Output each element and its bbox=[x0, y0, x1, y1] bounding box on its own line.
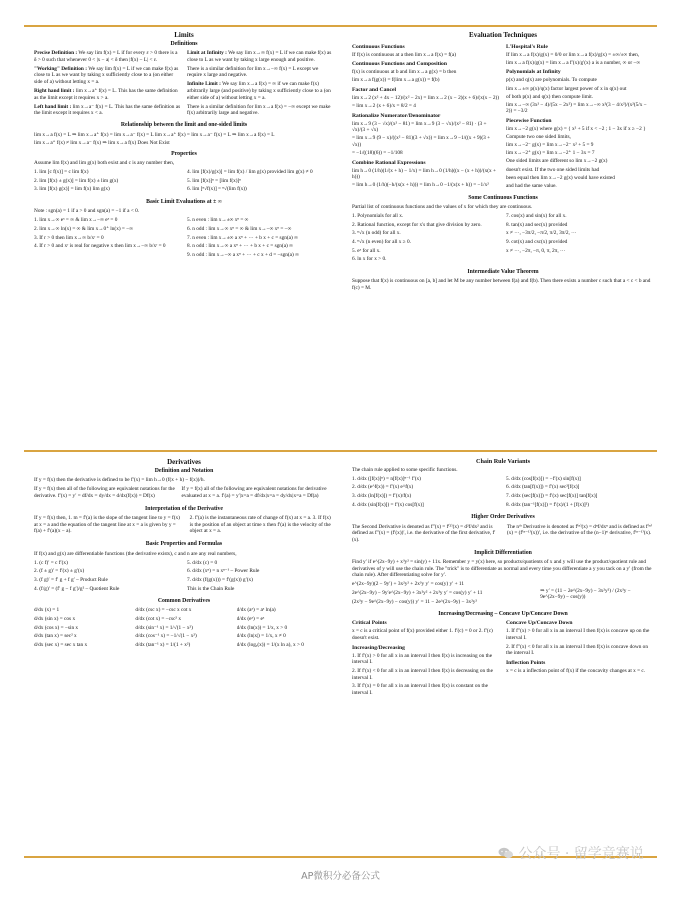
basic-eval-item: 5. n even : lim x→±∞ xⁿ = ∞ bbox=[187, 217, 249, 224]
interpretation-heading: Interpretation of the Derivative bbox=[145, 505, 223, 512]
technique-line: of both p(x) and q(x) then compute limit. bbox=[506, 93, 594, 100]
some-continuous-intro: Partial list of continuous functions and the values of x for which they are continuous. bbox=[352, 204, 533, 211]
implicit-step: e^(2x−9y)(2 − 9y′) + 3x²y² + 2x³y y′ = cos(y) y′ + 11 bbox=[352, 581, 465, 588]
technique-heading: Piecewise Function bbox=[506, 117, 552, 124]
inflection-text: x = c is a inflection point of f(x) if the concavity changes at x = c. bbox=[506, 667, 646, 674]
technique-line: = −1/((18)(6)) = −1/108 bbox=[352, 150, 403, 157]
basic-props-right bbox=[187, 560, 334, 594]
definition-entry bbox=[34, 50, 181, 63]
property-item: 1. lim [c f(x)] = c lim f(x) bbox=[34, 169, 89, 176]
critical-points-text: x = c is a critical point of f(x) provided either 1. f′(c) = 0 or 2. f′(c) doesn't exist. bbox=[352, 628, 493, 642]
technique-line: lim x→±∞ p(x)/q(x) factor largest power of x in q(x) out bbox=[506, 85, 627, 92]
definition-text: We say lim x→a f(x) = ∞ if we can make f(x) arbitrarily large (and positive) by taking x sufficiently close to a (on either side of a) without letting x = a. bbox=[187, 81, 331, 101]
continuous-function-item: 5. eˣ for all x. bbox=[352, 247, 381, 254]
definition-entry bbox=[187, 50, 334, 63]
technique-heading: Continuous Functions and Composition bbox=[352, 61, 447, 68]
technique-line: lim x→a f(x)/g(x) = lim x→a f′(x)/g′(x) a is a number, ∞ or −∞ bbox=[506, 59, 641, 66]
technique-line: lim x→a f(g(x)) = f(lim x→a g(x)) = f(b) bbox=[352, 77, 440, 84]
definition-term: Precise Definition : bbox=[34, 49, 78, 56]
technique-line: lim x→−2 g(x) where g(x) = { x² + 5 if x < −2 ; 1 − 3x if x ≥ −2 } bbox=[506, 125, 646, 132]
definition-text: There is a similar definition for lim x→a f(x) = −∞ except we make f(x) arbitrarily large and negative. bbox=[187, 103, 331, 117]
chain-rule-item: 5. d/dx (cos[f(x)]) = −f′(x) sin[f(x)] bbox=[506, 475, 581, 482]
continuous-function-item: x ≠ ···, −2π, −π, 0, π, 2π, ··· bbox=[506, 247, 566, 254]
definition-entry bbox=[187, 104, 334, 117]
technique-line: been equal then lim x→−2 g(x) would have existed bbox=[506, 174, 615, 181]
common-derivative-item: d/dx (sin⁻¹ x) = 1/√(1 − x²) bbox=[135, 624, 193, 631]
continuous-function-item: 9. cot(x) and csc(x) provided bbox=[506, 239, 568, 246]
properties-heading: Properties bbox=[171, 150, 197, 157]
property-item: 6. lim [ⁿ√f(x)] = ⁿ√(lim f(x)) bbox=[187, 186, 247, 193]
some-continuous-left bbox=[352, 213, 500, 265]
common-derivatives-col2 bbox=[135, 607, 232, 650]
continuous-function-item: 8. tan(x) and sec(x) provided bbox=[506, 221, 568, 228]
properties-intro: Assume lim f(x) and lim g(x) both exist and c is any number then, bbox=[34, 160, 175, 167]
technique-line: If lim x→a f(x)/g(x) = 0/0 or lim x→a f(x)/g(x) = ±∞/±∞ then, bbox=[506, 51, 640, 58]
evaluation-right bbox=[506, 41, 654, 191]
common-derivatives-col3 bbox=[237, 607, 334, 650]
basic-property-item: 2. (f ± g)′ = f′(x) ± g′(x) bbox=[34, 568, 85, 575]
common-derivative-item: d/dx (sec x) = sec x tan x bbox=[34, 641, 88, 648]
technique-line: lim x→2 (x² + 4x − 12)/(x² − 2x) = lim x→2 (x − 2)(x + 6)/(x(x − 2)) bbox=[352, 95, 500, 102]
limits-title: Limits bbox=[174, 31, 194, 39]
common-derivative-item: d/dx (cos x) = −sin x bbox=[34, 624, 79, 631]
chain-title: Chain Rule Variants bbox=[476, 458, 530, 465]
basic-eval-item: 6. n odd : lim x→∞ xⁿ = ∞ & lim x→−∞ xⁿ = −∞ bbox=[187, 226, 292, 233]
increasing-decreasing-item: 3. If f′(x) = 0 for all x in an interval I then f(x) is constant on the interval I. bbox=[352, 683, 488, 696]
implicit-heading: Implicit Differentiation bbox=[474, 549, 532, 556]
technique-line: = lim h→0 (1/h)(−h/(x(x + h))) = lim h→0 −1/(x(x + h)) = −1/x² bbox=[352, 182, 489, 189]
common-derivative-item: d/dx (tan x) = sec² x bbox=[34, 633, 77, 640]
basic-property-item: 3. (f g)′ = f′ g + f g′ – Product Rule bbox=[34, 576, 108, 583]
basic-property-item: 5. d/dx (c) = 0 bbox=[187, 559, 218, 566]
increasing-decreasing-item: 2. If f′(x) < 0 for all x in an interval I then f(x) is decreasing on the interval I. bbox=[352, 667, 493, 681]
relationship-heading: Relationship between the limit and one-sided limits bbox=[120, 122, 248, 129]
basic-eval-note: Note : sgn(a) = 1 if a > 0 and sgn(a) = −1 if a < 0. bbox=[34, 208, 140, 215]
interpretation-right: 2. f′(a) is the instantaneous rate of change of f(x) at x = a. 3. If f(x) is the position of an object at time x then f′(a) is the velocity of the object at x = a. bbox=[189, 515, 331, 535]
limits-defs-right bbox=[187, 50, 334, 119]
technique-line: lim x→−∞ (3x² − 4)/(5x − 2x²) = lim x→−∞ x²(3 − 4/x²)/(x²(5/x − 2)) = −3/2 bbox=[506, 101, 647, 115]
definition-entry bbox=[187, 66, 334, 79]
interpretation-left: If y = f(x) then, 1. m = f′(a) is the slope of the tangent line to y = f(x) at x = a and the equation of the tangent line at x = a is given by y = f(a) + f′(a)(x − a). bbox=[34, 515, 180, 535]
basic-eval-right bbox=[187, 217, 334, 260]
definition-text: There is a similar definition for lim x→−∞ f(x) = L except we require x large and negative. bbox=[187, 65, 319, 79]
basic-eval-item: 7. n even : lim x→±∞ a xⁿ + ··· + b x + c = sgn(a) ∞ bbox=[187, 234, 298, 241]
technique-line: p(x) and q(x) are polynomials. To compute bbox=[506, 77, 597, 84]
concavity-item: 2. If f″(x) < 0 for all x in an interval I then f(x) is concave down on the interval I. bbox=[506, 643, 648, 657]
basic-props-intro: If f(x) and g(x) are differentiable functions (the derivative exists), c and n are any real numbers, bbox=[34, 550, 237, 557]
relationship-line: lim x→a f(x) = L ⇒ lim x→a⁺ f(x) = lim x→a⁻ f(x) = L lim x→a⁺ f(x) = lim x→a⁻ f(x) = L ⇒ lim x→a f(x) = L bbox=[34, 131, 275, 138]
technique-heading: Continuous Functions bbox=[352, 43, 405, 50]
technique-heading: Combine Rational Expressions bbox=[352, 159, 426, 166]
watermark bbox=[498, 843, 644, 863]
watermark-text: 公众号 · 留学竞赛说 bbox=[518, 846, 644, 862]
implicit-step: 2e^(2x−9y) − 9y′e^(2x−9y) + 3x²y² + 2x³y y′ = cos(y) y′ + 11 bbox=[352, 590, 483, 597]
technique-line: = lim x→9 (9 − x)/((x² − 81)(3 + √x)) = lim x→9 −1/((x + 9)(3 + √x)) bbox=[352, 135, 491, 149]
technique-line: Compute two one sided limits, bbox=[506, 134, 571, 141]
evaluation-left bbox=[352, 41, 500, 191]
common-derivatives-heading: Common Derivatives bbox=[157, 598, 211, 605]
definition-text: We say lim x→∞ f(x) = L if we can make f(x) as close to L as we want by taking x large enough and positive. bbox=[187, 49, 332, 63]
limits-panel bbox=[34, 31, 334, 260]
notation-right: If y = f(x) all of the following are equivalent notations for derivative evaluated at x = a. f′(a) = y′|x=a = df/dx|x=a = dy/dx|x=a = Df(a) bbox=[181, 486, 327, 499]
continuous-function-item: 4. ⁿ√x (n even) for all x ≥ 0. bbox=[352, 239, 411, 246]
definition-term: Right hand limit : bbox=[34, 88, 75, 95]
definition-text: We say lim f(x) = L if we can make f(x) as close to L as we want by taking x sufficiently close to a (on either side of a) without letting x = a. bbox=[34, 65, 179, 85]
chain-rule-item: 2. d/dx (e^f(x)) = f′(x) e^f(x) bbox=[352, 484, 414, 491]
higher-order-right: The nᵗʰ Derivative is denoted as f⁽ⁿ⁾(x) = dⁿf/dxⁿ and is defined as f⁽ⁿ⁾(x) = (f⁽ⁿ⁻¹⁾(x))′, i.e. the derivative of the (n−1)ˢᵗ derivative, f⁽ⁿ⁻¹⁾(x). bbox=[506, 523, 652, 537]
technique-heading: Rationalize Numerator/Denominator bbox=[352, 112, 441, 119]
common-derivative-item: d/dx (logₐ(x)) = 1/(x ln a), x > 0 bbox=[236, 641, 304, 648]
properties-left bbox=[34, 169, 181, 195]
technique-line: lim x→−2⁻ g(x) = lim x→−2⁻ x² + 5 = 9 bbox=[506, 142, 594, 149]
property-item: 3. lim [f(x) g(x)] = lim f(x) lim g(x) bbox=[34, 186, 110, 193]
chain-right bbox=[506, 476, 654, 510]
definition-term: Limit at Infinity : bbox=[187, 49, 227, 56]
higher-order-left: The Second Derivative is denoted as f″(x) = f⁽²⁾(x) = d²f/dx² and is defined as f″(x) = (f′(x))′, i.e. the derivative of the first derivative, f′(x). bbox=[352, 523, 496, 543]
basic-eval-heading: Basic Limit Evaluations at ± ∞ bbox=[146, 199, 222, 206]
derivatives-title: Derivatives bbox=[167, 458, 201, 466]
increasing-decreasing-item: 1. If f′(x) > 0 for all x in an interval I then f(x) is increasing on the interval I. bbox=[352, 652, 493, 666]
definitions-heading: Definitions bbox=[170, 40, 198, 47]
common-derivative-item: d/dx (eˣ) = eˣ bbox=[236, 616, 265, 622]
evaluation-title: Evaluation Techniques bbox=[469, 31, 537, 39]
evaluation-panel bbox=[352, 31, 654, 294]
chain-rule-item: 8. d/dx (tan⁻¹[f(x)]) = f′(x)/(1 + [f(x)]²) bbox=[506, 501, 589, 508]
technique-line: and had the same value. bbox=[506, 182, 557, 189]
common-derivative-item: d/dx (csc x) = −csc x cot x bbox=[135, 607, 192, 614]
common-derivative-item: d/dx (ln|x|) = 1/x, x ≠ 0 bbox=[236, 633, 286, 640]
technique-heading: Polynomials at Infinity bbox=[506, 69, 561, 76]
chain-rule-item: 1. d/dx ([f(x)]ⁿ) = n[f(x)]ⁿ⁻¹ f′(x) bbox=[352, 475, 421, 482]
common-derivative-item: d/dx (sin x) = cos x bbox=[34, 616, 76, 622]
footer-caption: AP微积分必备公式 bbox=[301, 871, 380, 882]
concavity-items bbox=[506, 628, 654, 656]
property-item: 2. lim [f(x) ± g(x)] = lim f(x) ± lim g(x) bbox=[34, 177, 119, 184]
basic-property-item: 7. d/dx (f(g(x))) = f′(g(x)) g′(x) bbox=[187, 576, 253, 583]
concavity-item: 1. If f″(x) > 0 for all x in an interval I then f(x) is concave up on the interval I. bbox=[506, 628, 650, 642]
basic-eval-item: 9. n odd : lim x→−∞ a xⁿ + ··· + c x + d = −sgn(a) ∞ bbox=[187, 251, 299, 258]
definition-entry bbox=[34, 88, 181, 101]
definition-entry bbox=[187, 81, 334, 101]
higher-order-heading: Higher Order Derivatives bbox=[471, 514, 535, 521]
implicit-text: Find y′ if e^(2x−9y) + x³y² = sin(y) + 11x. Remember y = y(x) here, so products/quotients of x and y will use the product/quotient rule and derivatives of y will use the chain rule. The "trick" is to differentiate as normal and every time you differentiate a y you tack on a y′ (from the chain rule). After differentiating solve for y′. bbox=[352, 559, 652, 579]
basic-property-item: 4. (f/g)′ = (f′ g − f g′)/g² – Quotient Rule bbox=[34, 585, 120, 592]
chain-rule-item: 6. d/dx (tan[f(x)]) = f′(x) sec²[f(x)] bbox=[506, 484, 580, 491]
property-item: 4. lim [f(x)/g(x)] = lim f(x) / lim g(x) provided lim g(x) ≠ 0 bbox=[187, 169, 313, 176]
relationship-lines bbox=[34, 132, 334, 147]
top-rule bbox=[24, 25, 657, 27]
technique-line: f(x) is continuous at b and lim x→a g(x) = b then bbox=[352, 69, 457, 76]
derivatives-panel bbox=[34, 458, 334, 650]
technique-line: lim x→9 (3 − √x)/(x² − 81) = lim x→9 (3 − √x)/(x² − 81) · (3 + √x)/(3 + √x) bbox=[352, 120, 487, 134]
derivative-definition: If y = f(x) then the derivative is defined to be f′(x) = lim h→0 (f(x + h) − f(x))/h. bbox=[34, 476, 205, 483]
some-continuous-heading: Some Continuous Functions bbox=[468, 194, 538, 201]
technique-line: lim x→−2⁺ g(x) = lim x→−2⁺ 1 − 3x = 7 bbox=[506, 150, 595, 157]
technique-heading: L'Hospital's Rule bbox=[506, 43, 548, 50]
continuous-function-item: 1. Polynomials for all x. bbox=[352, 213, 404, 220]
technique-line: = lim x→2 (x + 6)/x = 8/2 = 4 bbox=[352, 103, 416, 110]
definition-entry bbox=[34, 104, 181, 117]
basic-props-left bbox=[34, 560, 181, 594]
implicit-step: (2x³y − 9e^(2x−9y) − cos(y)) y′ = 11 − 2e^(2x−9y) − 3x²y² bbox=[352, 598, 478, 605]
definition-text: lim x→a⁺ f(x) = L. This has the same definition as the limit except it requires x > a. bbox=[34, 88, 178, 101]
basic-property-item: 1. (c f)′ = c f′(x) bbox=[34, 559, 68, 566]
basic-props-heading: Basic Properties and Formulas bbox=[145, 541, 223, 548]
inflection-heading: Inflection Points bbox=[506, 659, 546, 666]
continuous-function-item: 7. cos(x) and sin(x) for all x. bbox=[506, 213, 567, 220]
common-derivative-item: d/dx (aˣ) = aˣ ln(a) bbox=[236, 607, 276, 614]
incdec-heading: Increasing/Decreasing – Concave Up/Concave Down bbox=[438, 611, 568, 618]
def-notation-heading: Definition and Notation bbox=[154, 467, 214, 474]
common-derivative-item: d/dx (tan⁻¹ x) = 1/(1 + x²) bbox=[135, 641, 191, 648]
increasing-decreasing-heading: Increasing/Decreasing bbox=[352, 644, 405, 651]
definition-text: lim x→a⁻ f(x) = L. This has the same definition as the limit except it requires x < a. bbox=[34, 103, 181, 117]
chain-intro: The chain rule applied to some specific functions. bbox=[352, 466, 458, 473]
technique-heading: Factor and Cancel bbox=[352, 87, 397, 94]
common-derivative-item: d/dx (x) = 1 bbox=[34, 607, 60, 614]
wechat-icon bbox=[498, 847, 514, 859]
common-derivative-item: d/dx (ln(x)) = 1/x, x > 0 bbox=[236, 624, 288, 631]
basic-property-item: This is the Chain Rule bbox=[187, 585, 235, 592]
technique-line: lim h→0 (1/h)(1/(x + h) − 1/x) = lim h→0 (1/h)((x − (x + h))/(x(x + h))) bbox=[352, 167, 496, 181]
some-continuous-right bbox=[506, 213, 654, 265]
continuous-function-item: x ≠ ···, −3π/2, −π/2, π/2, 3π/2, ··· bbox=[506, 230, 577, 237]
ivt-heading: Intermediate Value Theorem bbox=[467, 268, 539, 275]
technique-line: If f(x) is continuous at a then lim x→a f(x) = f(a) bbox=[352, 51, 457, 58]
basic-eval-left bbox=[34, 217, 181, 260]
property-item: 5. lim [f(x)]ⁿ = [lim f(x)]ⁿ bbox=[187, 177, 241, 184]
concavity-heading: Concave Up/Concave Down bbox=[506, 620, 573, 627]
basic-eval-item: 4. If r > 0 and xʳ is real for negative x then lim x→−∞ b/xʳ = 0 bbox=[34, 243, 166, 250]
technique-line: One sided limits are different so lim x→−2 g(x) bbox=[506, 158, 608, 165]
chain-left bbox=[352, 476, 500, 510]
definition-entry bbox=[34, 66, 181, 86]
chain-panel bbox=[352, 458, 654, 698]
middle-rule bbox=[24, 450, 657, 452]
common-derivative-item: d/dx (cos⁻¹ x) = −1/√(1 − x²) bbox=[135, 633, 197, 640]
increasing-decreasing-items bbox=[352, 653, 500, 697]
critical-points-heading: Critical Points bbox=[352, 620, 387, 627]
definition-text: We say lim f(x) = L if for every ε > 0 there is a δ > 0 such that whenever 0 < |x − a| < δ then |f(x) − L| < ε. bbox=[34, 49, 178, 63]
basic-eval-item: 8. n odd : lim x→∞ a xⁿ + ··· + b x + c = sgn(a) ∞ bbox=[187, 243, 293, 250]
chain-rule-item: 4. d/dx (sin[f(x)]) = f′(x) cos[f(x)] bbox=[352, 501, 424, 508]
definition-term: Infinite Limit : bbox=[187, 81, 221, 88]
basic-eval-item: 2. lim x→∞ ln(x) = ∞ & lim x→0⁺ ln(x) = −∞ bbox=[34, 226, 134, 233]
continuous-function-item: 3. ⁿ√x (n odd) for all x. bbox=[352, 230, 401, 237]
basic-eval-item: 1. lim x→∞ eˣ = ∞ & lim x→−∞ eˣ = 0 bbox=[34, 217, 118, 224]
basic-property-item: 6. d/dx (xⁿ) = n xⁿ⁻¹ – Power Rule bbox=[187, 568, 260, 575]
definition-term: "Working" Definition : bbox=[34, 65, 87, 72]
implicit-steps bbox=[352, 581, 534, 607]
properties-right bbox=[187, 169, 334, 195]
continuous-function-item: 6. ln x for x > 0. bbox=[352, 256, 387, 263]
definition-term: Left hand limit : bbox=[34, 103, 72, 110]
common-derivative-item: d/dx (cot x) = −csc² x bbox=[135, 616, 181, 622]
common-derivatives-col1 bbox=[34, 607, 131, 650]
limits-defs-left bbox=[34, 50, 181, 119]
continuous-function-item: 2. Rational function, except for x's that give division by zero. bbox=[352, 221, 482, 228]
ivt-text: Suppose that f(x) is continuous on [a, b] and let M be any number between f(a) and f(b). Then there exists a number c such that a < c < b and f(c) = M. bbox=[352, 278, 651, 291]
notation-left: If y = f(x) then all of the following are equivalent notations for the derivative. f′(x) = y′ = df/dx = dy/dx = d/dx(f(x)) = Df(x) bbox=[34, 486, 175, 499]
relationship-line: lim x→a⁺ f(x) ≠ lim x→a⁻ f(x) ⇒ lim x→a f(x) Does Not Exist bbox=[34, 140, 170, 147]
chain-rule-item: 3. d/dx (ln[f(x)]) = f′(x)/f(x) bbox=[352, 493, 412, 500]
chain-rule-item: 7. d/dx (sec[f(x)]) = f′(x) sec[f(x)] tan[f(x)] bbox=[506, 493, 598, 500]
implicit-result: ⇒ y′ = (11 − 2e^(2x−9y) − 3x²y²) / (2x³y − 9e^(2x−9y) − cos(y)) bbox=[540, 587, 631, 601]
basic-eval-item: 3. If r > 0 then lim x→∞ b/xʳ = 0 bbox=[34, 234, 104, 241]
technique-line: doesn't exist. If the two one sided limits had bbox=[506, 166, 600, 173]
